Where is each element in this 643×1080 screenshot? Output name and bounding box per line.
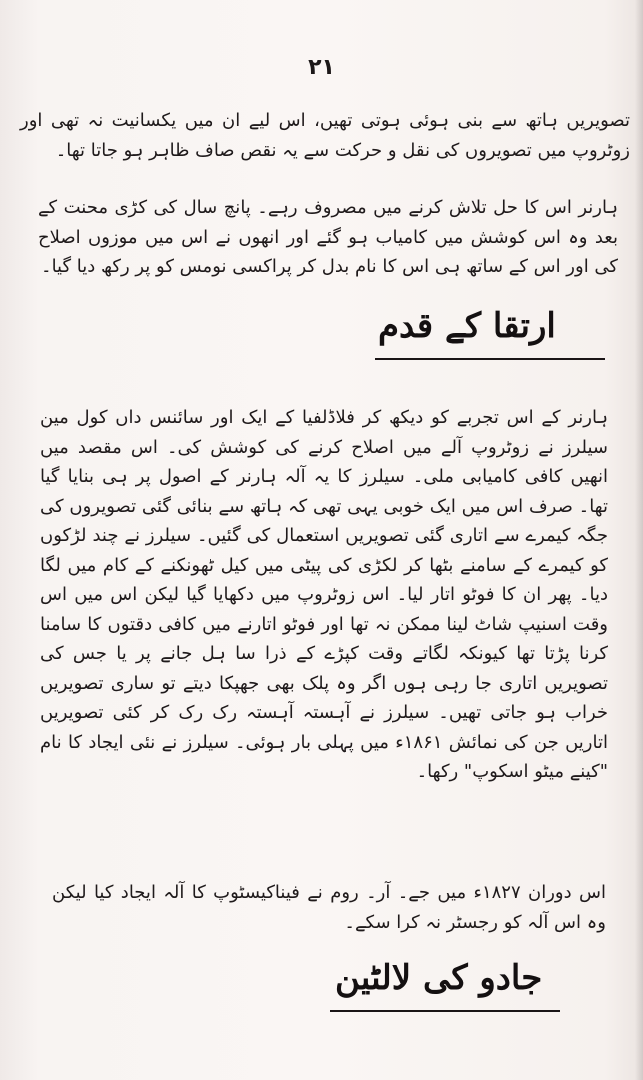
paragraph-horner-solution: ہارنر اس کا حل تلاش کرنے میں مصروف رہے۔ پانچ سال کی کڑی محنت کے بعد وہ اس کوشش میں کامیاب ہو گئے اور انھوں نے اس میں موزوں اصلاح کی اور اس کے ساتھ ہی اس کا نام بدل کر پراکسی نومس کو پر رکھ دیا گیا۔	[38, 197, 618, 277]
paragraph-sellers-experiment: ہارنر کے اس تجربے کو دیکھ کر فلاڈلفیا کے ایک اور سائنس داں کول مین سیلرز نے زوٹروپ آلے میں اصلاح کرنے کی کوشش کی۔ اس مقصد میں انھیں کافی کامیابی ملی۔ سیلرز کا یہ آلہ ہارنر کے اصول پر ہی بنایا گیا تھا۔ صرف اس میں ایک خوبی یہی تھی کہ ہاتھ سے بنائی گئی تصویروں کی جگہ کیمرے سے اتاری گئی تصویریں استعمال کی گئیں۔ سیلرز نے چند لڑکوں کو کیمرے کے سامنے بٹھا کر لکڑی کی پیٹی میں کیل ٹھونکنے کے کام میں لگا دیا۔ پھر ان کا فوٹو اتار لیا۔ اس زوٹروپ میں دکھایا گیا لیکن اس میں اس وقت اسنیپ شاٹ لینا ممکن نہ تھا اور فوٹو اتارنے میں کافی دقتوں کا سامنا کرنا پڑتا تھا کیونکہ لگاتے وقت کپڑے کے ذرا سا ہل جانے پر یا جس کی تصویریں اتاری جا رہی ہوں اگر وہ پلک بھی جھپکا دیتے تو ساری تصویریں خراب ہو جاتی تھیں۔ سیلرز نے آہستہ آہستہ رک رک کر کئی تصویریں اتاریں جن کی نمائش ۱۸۶۱ء میں پہلی بار ہوئی۔ سیلرز نے نئی ایجاد کا نام "کینے میٹو اسکوپ" رکھا۔	[40, 407, 608, 782]
heading-underline	[375, 358, 605, 360]
paragraph-continuation: تصویریں ہاتھ سے بنی ہوئی ہوتی تھیں، اس لیے ان میں یکسانیت نہ تھی اور زوٹروپ میں تصویروں کی نقل و حرکت سے یہ نقص صاف ظاہر ہو جاتا تھا۔	[20, 110, 630, 161]
section-heading-evolution: ارتقا کے قدم	[378, 306, 556, 346]
page-edge-shadow	[635, 0, 643, 1080]
paragraph-phenakistoscope: اس دوران ۱۸۲۷ء میں جے۔ آر۔ روم نے فیناکیسٹوپ کا آلہ ایجاد کیا لیکن وہ اس آلہ کو رجسٹر نہ کرا سکے۔	[52, 882, 607, 933]
page-number: ۲۱	[308, 55, 335, 80]
heading-underline-2	[330, 1010, 560, 1012]
section-heading-magic-lantern: جادو کی لالٹین	[335, 958, 543, 998]
